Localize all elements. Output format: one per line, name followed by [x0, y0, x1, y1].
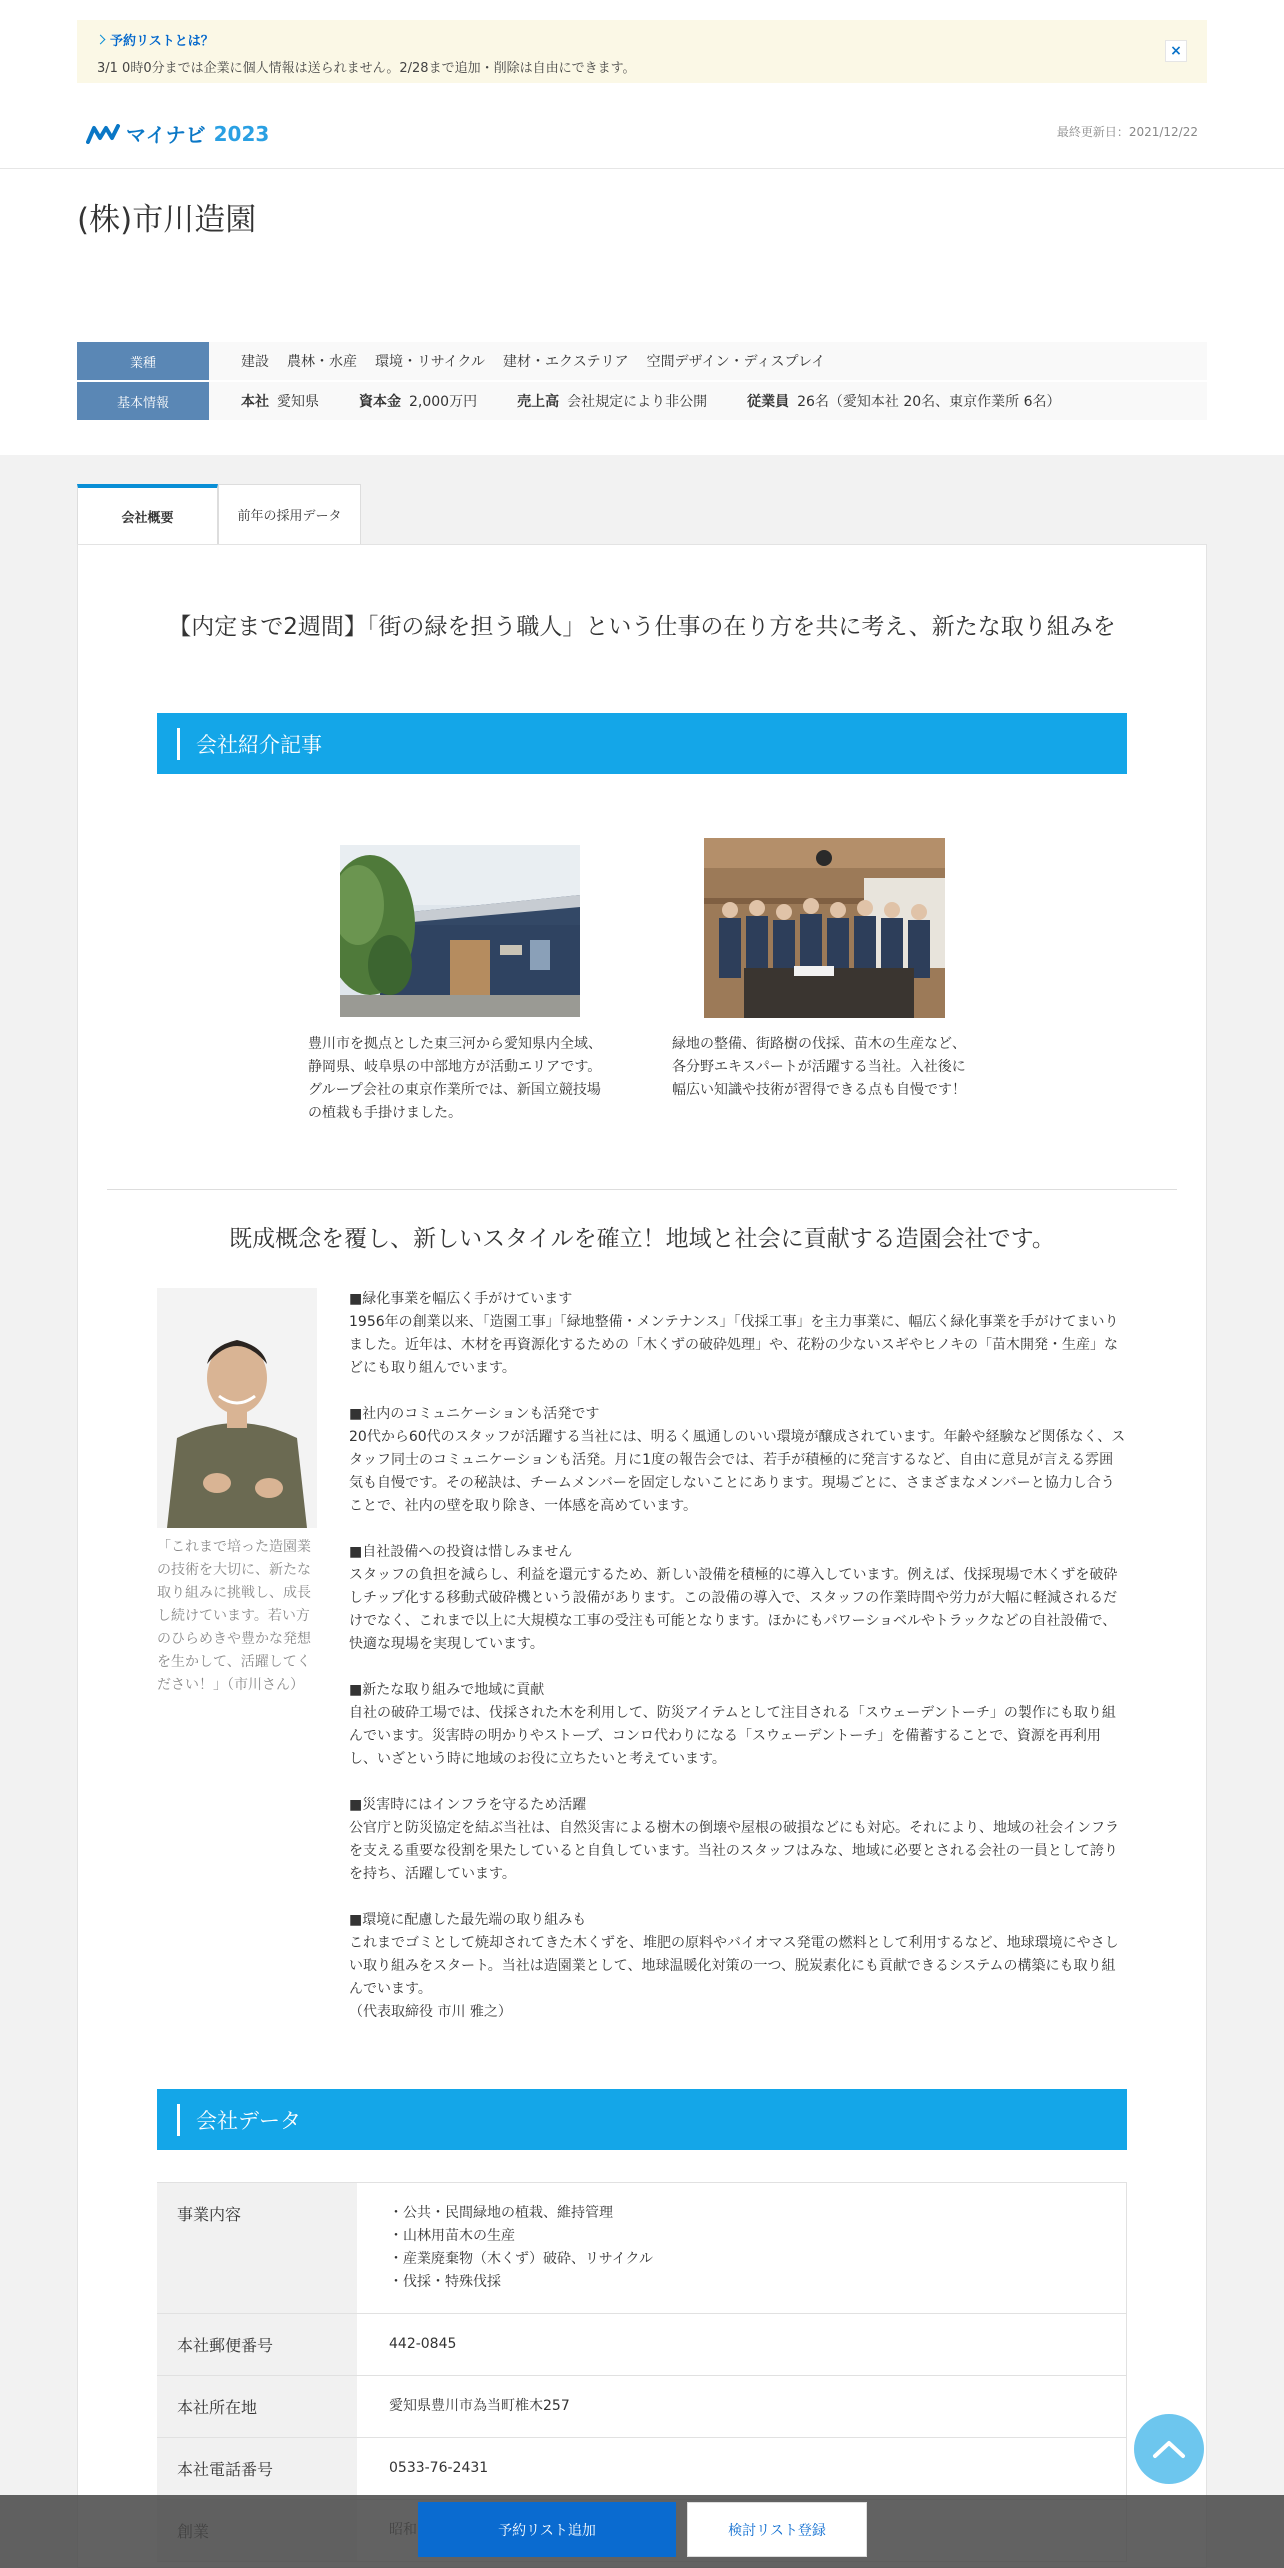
- basic-info-values: [209, 382, 1207, 420]
- section-divider: [107, 1189, 1177, 1190]
- tab-company-overview[interactable]: 会社概要: [77, 484, 218, 544]
- data-key: 事業内容: [157, 2183, 357, 2313]
- paragraph-title: ■災害時にはインフラを守るため活躍: [349, 1797, 587, 1813]
- paragraph-text: 自社の破砕工場では、伐採された木を利用して、防災アイテムとして注目される「スウェーデントーチ」の製作にも取り組んでいます。災害時の明かりやストーブ、コンロ代わりになる「スウェーデントーチ」を備蓄することで、資源を再利用し、いざという時に地域のお役に立ちたいと考えています。: [349, 1705, 1116, 1767]
- message-paragraph: [349, 1679, 1127, 1771]
- basic-info-item: [747, 391, 1060, 411]
- data-value: [357, 2314, 1127, 2375]
- message-paragraph: [349, 1541, 1127, 1656]
- data-line: 442-0845: [389, 2336, 457, 2352]
- paragraph-text: これまでゴミとして焼却されてきた木くずを、堆肥の原料やバイオマス発電の燃料として利用するなど、地球環境にやさしい取り組みをスタート。当社は造園業として、地球温暖化対策の一つ、脱炭素化にも貢献できるシステムの構築にも取り組んでいます。: [349, 1935, 1119, 1997]
- reservation-notice: [77, 20, 1207, 83]
- industry-item: 農林・水産: [287, 354, 357, 370]
- message-paragraph: [349, 1403, 1127, 1518]
- basic-info-key: 本社: [241, 394, 269, 410]
- paragraph-title: ■環境に配慮した最先端の取り組みも: [349, 1912, 587, 1928]
- basic-info-item: [241, 391, 319, 411]
- basic-info-key: 資本金: [359, 394, 401, 410]
- basic-info-value: 26名（愛知本社 20名、東京作業所 6名）: [797, 394, 1061, 410]
- paragraph-text: スタッフの負担を減らし、利益を還元するため、新しい設備を積極的に導入しています。例えば、伐採現場で木くずを破砕しチップ化する移動式破砕機という設備があります。この設備の導入で、スタッフの作業時間や労力が大幅に軽減されるだけでなく、これまで以上に大規模な工事の受注も可能となります。ほかにもパワーショベルやトラックなどの自社設備で、快適な現場を実現しています。: [349, 1567, 1118, 1652]
- company-info-table: [77, 342, 1207, 422]
- office-building-image: [340, 845, 580, 1017]
- site-header: [0, 83, 1284, 169]
- logo-mark-icon: [86, 124, 122, 144]
- data-line: ・産業廃棄物（木くず）破砕、リサイクル: [389, 2251, 654, 2267]
- basic-info-label: 基本情報: [77, 382, 209, 420]
- chevron-up-icon: [1152, 2439, 1186, 2459]
- data-line: ・山林用苗木の生産: [389, 2228, 515, 2244]
- staff-group-photo: [704, 838, 945, 1018]
- paragraph-text: 20代から60代のスタッフが活躍する当社には、明るく風通しのいい環境が醸成されています。年齢や経験など関係なく、スタッフ同士のコミュニケーションも活発。月に1度の報告会では、若手が積極的に発言するなど、自由に意見が言える雰囲気も自慢です。その秘訣は、チームメンバーを固定しないことにあります。現場ごとに、さまざまなメンバーと協力し合うことで、社内の壁を取り除き、一体感を高めています。: [349, 1429, 1126, 1514]
- industry-item: 環境・リサイクル: [375, 354, 486, 370]
- chevron-right-icon: [96, 35, 106, 45]
- paragraph-text: 公官庁と防災協定を結ぶ当社は、自然災害による樹木の倒壊や屋根の破損などにも対応。それにより、地域の社会インフラを支える重要な役割を果たしていると自負しています。当社のスタッフはみな、地域に必要とされる会社の一員として誇りを持ち、活躍しています。: [349, 1820, 1119, 1882]
- register-consider-list-button[interactable]: 検討リスト登録: [687, 2502, 867, 2557]
- basic-info-key: 売上高: [517, 394, 560, 410]
- notice-title-link[interactable]: [97, 30, 1187, 49]
- basic-info-value: 2,000万円: [409, 394, 478, 410]
- data-row-phone: [157, 2438, 1127, 2500]
- office-building-photo: [340, 845, 580, 1017]
- industry-values: [209, 342, 1207, 380]
- basic-info-value: 愛知県: [277, 394, 319, 410]
- section-intro-title: 会社紹介記事: [196, 732, 322, 757]
- president-portrait-image: [157, 1288, 317, 1528]
- data-value: [357, 2183, 1127, 2313]
- president-signature: （代表取締役 市川 雅之）: [349, 2004, 512, 2020]
- notice-title[interactable]: 予約リストとは？: [110, 34, 214, 49]
- logo-text: マイナビ: [126, 123, 206, 147]
- data-key: 本社郵便番号: [157, 2314, 357, 2375]
- add-reservation-list-button[interactable]: 予約リスト追加: [418, 2502, 676, 2557]
- section-data-title: 会社データ: [196, 2108, 301, 2133]
- data-line: ・伐採・特殊伐採: [389, 2274, 501, 2290]
- paragraph-title: ■自社設備への投資は惜しみません: [349, 1544, 573, 1560]
- data-row-postal-code: [157, 2314, 1127, 2376]
- president-portrait-photo: [157, 1288, 317, 1528]
- logo-year: 2023: [213, 121, 270, 146]
- data-line: ・公共・民間緑地の植栽、維持管理: [389, 2205, 613, 2221]
- data-value: [357, 2438, 1127, 2499]
- message-paragraph: [349, 1288, 1127, 1380]
- data-value: [357, 2376, 1127, 2437]
- close-icon: ×: [1170, 43, 1182, 59]
- article-caption-2: 緑地の整備、街路樹の伐採、苗木の生産など、各分野エキスパートが活躍する当社。入社後に幅広い知識や技術が習得できる点も自慢です！: [672, 1036, 966, 1098]
- industry-label: 業種: [77, 342, 209, 380]
- basic-info-value: 会社規定により非公開: [567, 394, 708, 410]
- section-data-heading: [157, 2089, 1127, 2150]
- data-key: 本社所在地: [157, 2376, 357, 2437]
- last-updated: 最終更新日：2021/12/22: [1056, 125, 1198, 139]
- data-line: 0533-76-2431: [389, 2460, 489, 2476]
- data-line: 愛知県豊川市為当町椎木257: [389, 2398, 570, 2414]
- basic-info-row: [77, 382, 1207, 420]
- data-row-address: [157, 2376, 1127, 2438]
- industry-item: 建設: [241, 354, 269, 370]
- notice-text: 3/1 0時0分までは企業に個人情報は送られません。2/28まで追加・削除は自由にできます。: [97, 61, 636, 76]
- basic-info-key: 従業員: [747, 394, 790, 410]
- mynavi-logo[interactable]: [86, 119, 269, 148]
- paragraph-title: ■新たな取り組みで地域に貢献: [349, 1682, 545, 1698]
- message-paragraph: [349, 1794, 1127, 1886]
- recruit-headline: 【内定まで2週間】「街の緑を担う職人」という仕事の在り方を共に考え、新たな取り組みを: [168, 614, 1116, 640]
- company-message-body: [349, 1288, 1127, 2047]
- paragraph-title: ■緑化事業を幅広く手がけています: [349, 1291, 573, 1307]
- tab-previous-recruit-data[interactable]: 前年の採用データ: [218, 484, 361, 544]
- industry-row: [77, 342, 1207, 380]
- industry-item: 空間デザイン・ディスプレイ: [646, 354, 826, 370]
- staff-group-image: [704, 838, 945, 1018]
- data-row-business: [157, 2183, 1127, 2314]
- scroll-to-top-button[interactable]: [1134, 2414, 1204, 2484]
- paragraph-text: 1956年の創業以来、「造園工事」「緑地整備・メンテナンス」「伐採工事」を主力事業に、幅広く緑化事業を手がけてまいりました。近年は、木材を再資源化するための「木くずの破砕処理」や、花粉の少ないスギやヒノキの「苗木開発・生産」などにも取り組んでいます。: [349, 1314, 1119, 1376]
- basic-info-item: [517, 391, 707, 411]
- company-message-heading: 既成概念を覆し、新しいスタイルを確立！地域と社会に貢献する造園会社です。: [229, 1226, 1055, 1252]
- data-key: 本社電話番号: [157, 2438, 357, 2499]
- company-name: (株)市川造園: [77, 202, 257, 238]
- basic-info-item: [359, 391, 477, 411]
- industry-item: 建材・エクステリア: [503, 354, 629, 370]
- paragraph-title: ■社内のコミュニケーションも活発です: [349, 1406, 600, 1422]
- notice-close-button[interactable]: [1165, 40, 1187, 62]
- president-quote: 「これまで培った造園業の技術を大切に、新たな取り組みに挑戦し、成長し続けています。若い方のひらめきや豊かな発想を生かして、活躍してください！」（市川さん）: [157, 1539, 311, 1693]
- message-paragraph: [349, 1909, 1127, 2024]
- article-caption-1: 豊川市を拠点とした東三河から愛知県内全域、静岡県、岐阜県の中部地方が活動エリアです。グループ会社の東京作業所では、新国立競技場の植栽も手掛けました。: [308, 1036, 602, 1121]
- section-intro-heading: [157, 713, 1127, 774]
- content-tabs: [77, 484, 361, 544]
